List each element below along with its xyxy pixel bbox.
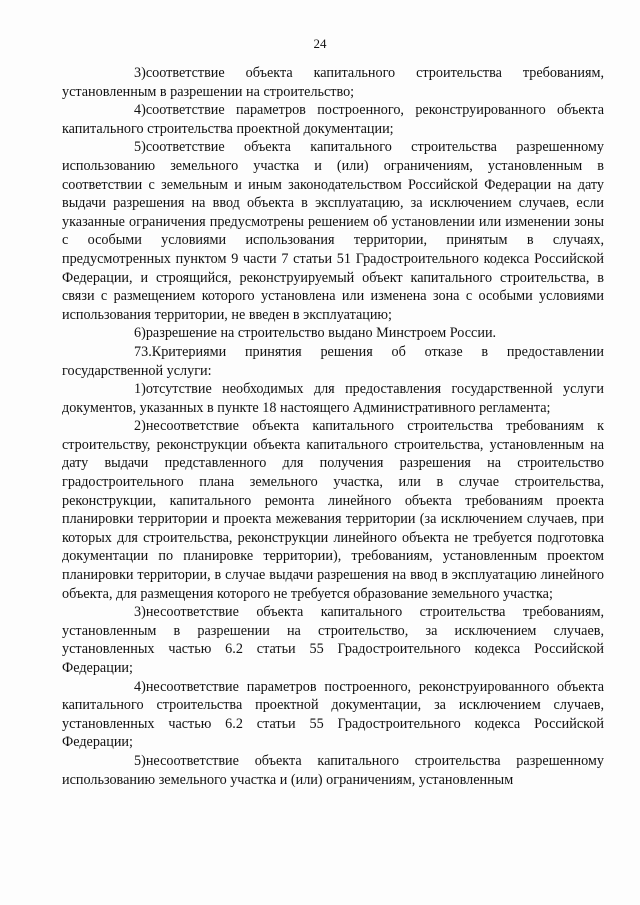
item-text: разрешение на строительство выдано Минстроем России. <box>145 325 497 342</box>
item-number: 2) <box>134 418 146 435</box>
section-text: Критериями принятия решения об отказе в предоставлении государственной услуги: <box>62 343 604 379</box>
item-number: 4) <box>134 102 146 119</box>
section-number: 73. <box>134 343 152 360</box>
item-number: 1) <box>134 381 146 398</box>
item-number: 5) <box>134 139 146 156</box>
list-item <box>62 417 604 603</box>
item-text: несоответствие объекта капитального строительства требованиям, установленным в разрешении на строительство, за исключением случаев, установленных частью 6.2 статьи 55 Градостроительного кодекса Российской Федерации; <box>62 604 604 676</box>
document-body <box>62 64 604 789</box>
item-text: несоответствие объекта капитального строительства разрешенному использованию земельного участка и (или) ограничениям, установленным <box>62 752 604 788</box>
list-item <box>62 138 604 324</box>
item-text: несоответствие объекта капитального строительства требованиям к строительству, реконструкции объекта капитального строительства, установленным на дату выдачи представленного для получения разрешения на строительство градостроительного плана земельного участка, или в случае строительства, реконструкции, капитального ремонта линейного объекта требованиям проекта планировки территории и проекта межевания территории (за исключением случаев, при которых для строительства, реконструкции линейного объекта не требуется подготовка документации по планировке территории), требованиям, установленным проектом планировки территории, в случае выдачи разрешения на ввод в эксплуатацию линейного объекта, для размещения которого не требуется образование земельного участка; <box>62 418 604 602</box>
list-item <box>62 324 604 343</box>
section-item <box>62 343 604 380</box>
list-item <box>62 101 604 138</box>
list-item <box>62 752 604 789</box>
item-number: 4) <box>134 678 146 695</box>
list-item <box>62 380 604 417</box>
item-number: 3) <box>134 604 146 621</box>
item-text: отсутствие необходимых для предоставления государственной услуги документов, указанных в пункте 18 настоящего Административного регламента; <box>62 381 604 416</box>
item-text: соответствие параметров построенного, реконструированного объекта капитального строительства проектной документации; <box>62 102 604 137</box>
item-text: соответствие объекта капитального строительства требованиям, установленным в разрешении на строительство; <box>62 65 604 100</box>
page-number: 24 <box>313 36 327 51</box>
item-text: несоответствие параметров построенного, реконструированного объекта капитального строительства проектной документации, за исключением случаев, установленных частью 6.2 статьи 55 Градостроительного кодекса Российской Федерации; <box>62 678 604 751</box>
item-number: 3) <box>134 65 146 81</box>
item-number: 5) <box>134 752 146 769</box>
item-text: соответствие объекта капитального строительства разрешенному использованию земельного участка и (или) ограничениям, установленным в соответствии с земельным и иным законодательством Российской Федерации на дату выдачи разрешения на ввод объекта в эксплуатацию, за исключением случаев, если указанные ограничения предусмотрены решением об установлении или изменении зоны с особыми условиями использования территории, принятым в случаях, предусмотренных пунктом 9 части 7 статьи 51 Градостроительного кодекса Российской Федерации, и строящийся, реконструируемый объект капитального строительства, в связи с размещением которого установлена или изменена зона с особыми условиями использования территории, не введен в эксплуатацию; <box>62 139 604 323</box>
list-item <box>62 603 604 677</box>
list-item <box>62 64 604 101</box>
item-number: 6) <box>134 325 146 342</box>
list-item <box>62 678 604 752</box>
